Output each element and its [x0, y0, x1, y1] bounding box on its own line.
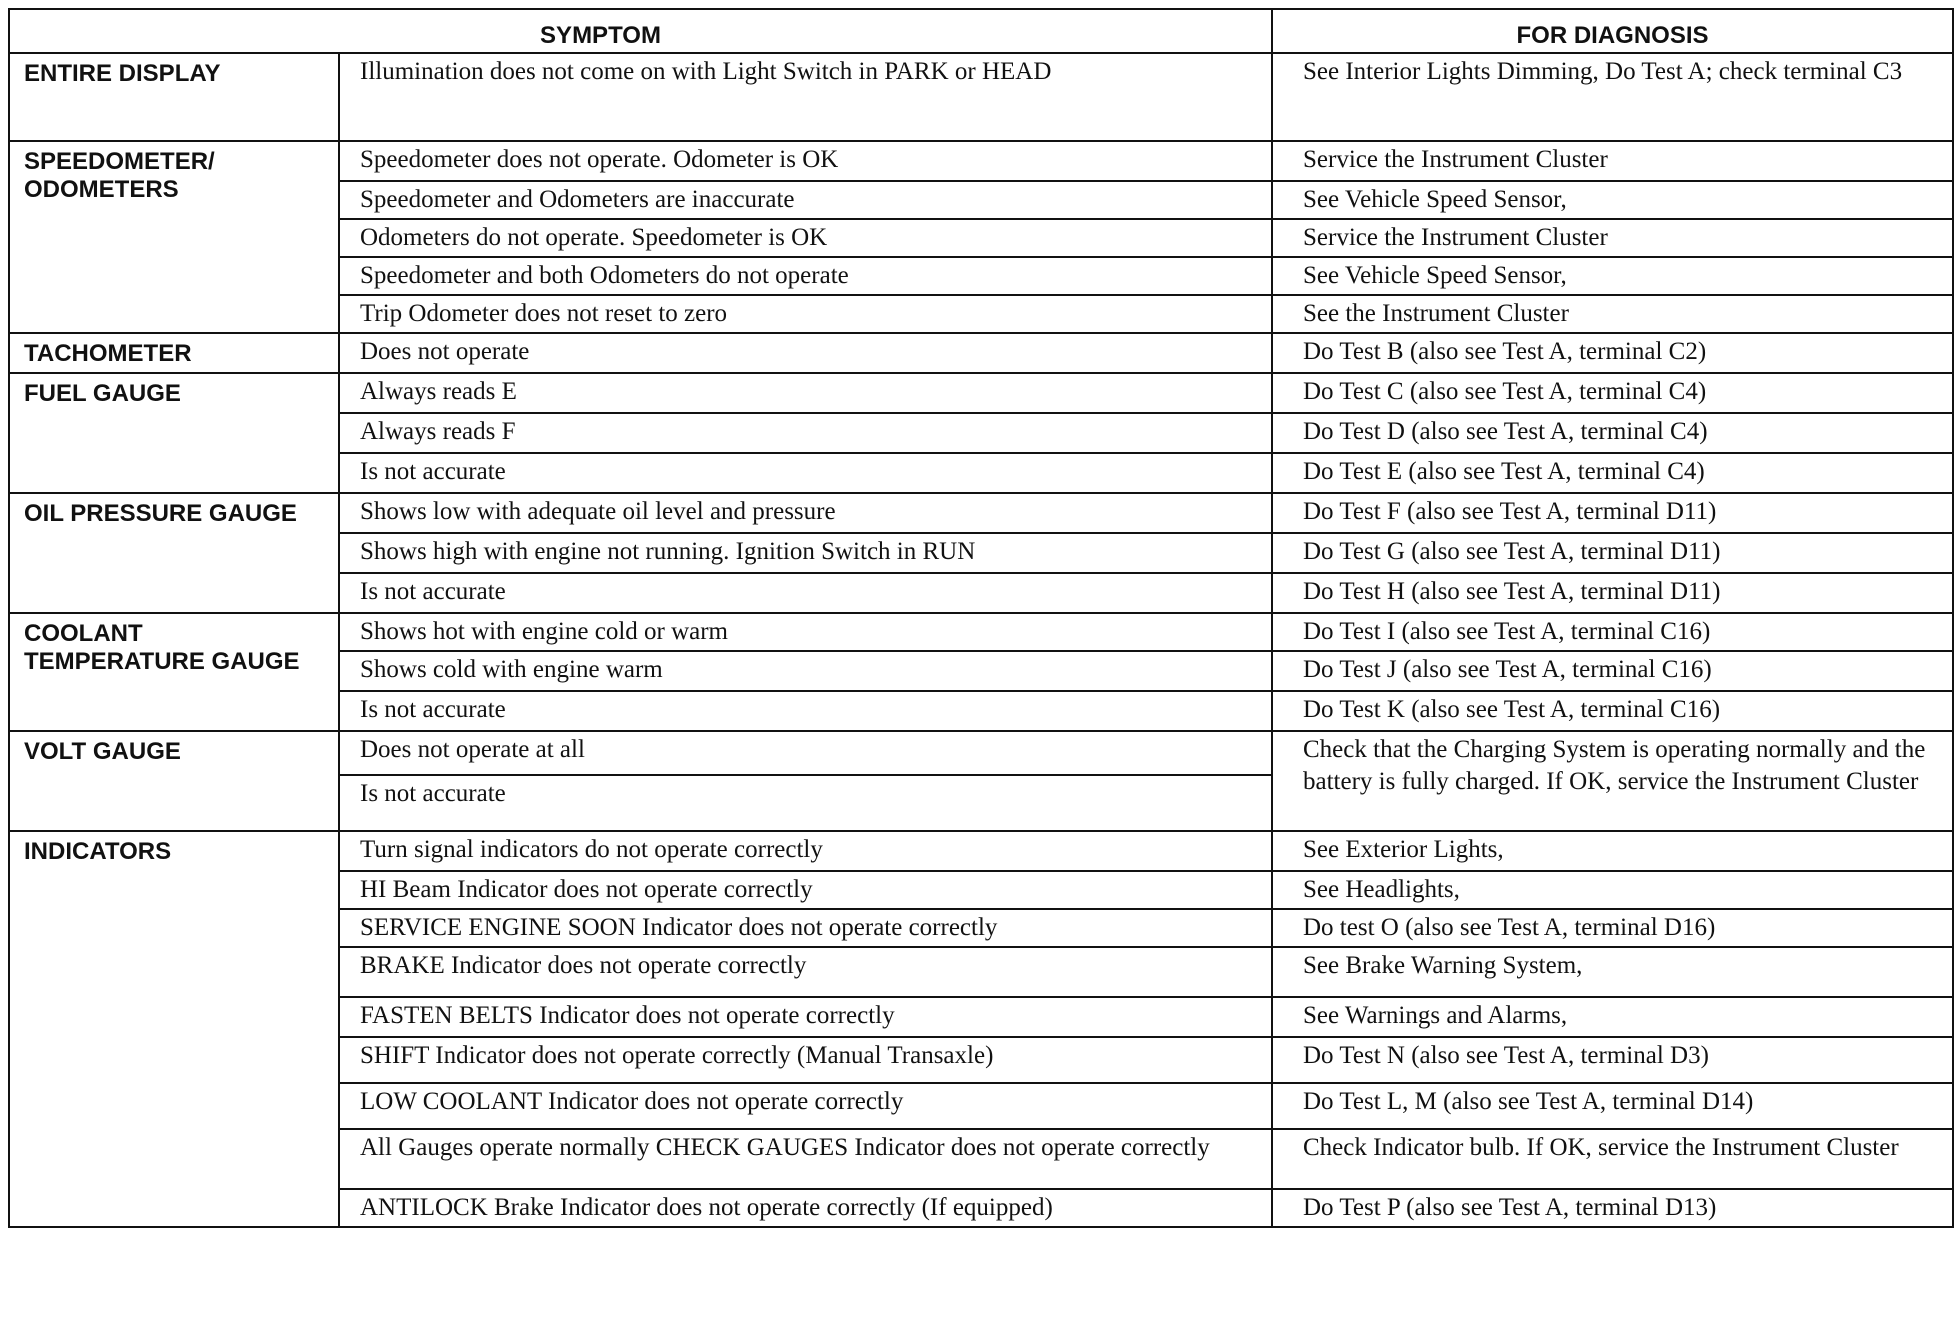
- table-row: [9, 613, 1953, 651]
- category-cell: ENTIRE DISPLAY: [9, 53, 339, 141]
- table-row: [9, 373, 1953, 413]
- symptom-cell: Odometers do not operate. Speedometer is OK: [339, 219, 1272, 257]
- diagnosis-cell: See Exterior Lights,: [1272, 831, 1953, 871]
- category-cell: TACHOMETER: [9, 333, 339, 373]
- table-row: [9, 493, 1953, 533]
- diagnosis-cell: Service the Instrument Cluster: [1272, 141, 1953, 181]
- diagnosis-cell: Do Test N (also see Test A, terminal D3): [1272, 1037, 1953, 1083]
- diagnosis-cell: Do Test C (also see Test A, terminal C4): [1272, 373, 1953, 413]
- symptom-cell: Does not operate at all: [339, 731, 1272, 775]
- diagnosis-cell: Do Test P (also see Test A, terminal D13): [1272, 1189, 1953, 1227]
- diagnosis-cell: Check that the Charging System is operating normally and the battery is fully charged. If OK, service the Instrument Cluster: [1272, 731, 1953, 831]
- symptom-cell: SHIFT Indicator does not operate correctly (Manual Transaxle): [339, 1037, 1272, 1083]
- category-cell: OIL PRESSURE GAUGE: [9, 493, 339, 613]
- diagnosis-cell: Do Test F (also see Test A, terminal D11): [1272, 493, 1953, 533]
- diagnosis-cell: See Vehicle Speed Sensor,: [1272, 257, 1953, 295]
- symptom-diagnosis-table: [8, 8, 1954, 1228]
- symptom-cell: Always reads E: [339, 373, 1272, 413]
- diagnosis-cell: Do Test G (also see Test A, terminal D11): [1272, 533, 1953, 573]
- symptom-cell: Shows high with engine not running. Ignition Switch in RUN: [339, 533, 1272, 573]
- table-row: [9, 831, 1953, 871]
- symptom-cell: Speedometer does not operate. Odometer is OK: [339, 141, 1272, 181]
- symptom-cell: Illumination does not come on with Light Switch in PARK or HEAD: [339, 53, 1272, 141]
- diagnosis-cell: Check Indicator bulb. If OK, service the Instrument Cluster: [1272, 1129, 1953, 1189]
- symptom-cell: Speedometer and Odometers are inaccurate: [339, 181, 1272, 219]
- category-cell: COOLANT TEMPERATURE GAUGE: [9, 613, 339, 731]
- symptom-cell: Is not accurate: [339, 453, 1272, 493]
- symptom-cell: Trip Odometer does not reset to zero: [339, 295, 1272, 333]
- diagnosis-cell: See Interior Lights Dimming, Do Test A; check terminal C3: [1272, 53, 1953, 141]
- diagnosis-cell: Service the Instrument Cluster: [1272, 219, 1953, 257]
- table-row: [9, 333, 1953, 373]
- symptom-cell: HI Beam Indicator does not operate correctly: [339, 871, 1272, 909]
- header-row: [9, 9, 1953, 53]
- symptom-cell: Always reads F: [339, 413, 1272, 453]
- diagnosis-header: FOR DIAGNOSIS: [1272, 9, 1953, 53]
- diagnosis-cell: Do Test D (also see Test A, terminal C4): [1272, 413, 1953, 453]
- diagnosis-cell: Do test O (also see Test A, terminal D16): [1272, 909, 1953, 947]
- diagnosis-cell: Do Test K (also see Test A, terminal C16): [1272, 691, 1953, 731]
- symptom-cell: Is not accurate: [339, 691, 1272, 731]
- table-row: [9, 731, 1953, 775]
- symptom-cell: ANTILOCK Brake Indicator does not operate correctly (If equipped): [339, 1189, 1272, 1227]
- table-body: [9, 53, 1953, 1227]
- diagnosis-cell: Do Test I (also see Test A, terminal C16): [1272, 613, 1953, 651]
- symptom-cell: Shows low with adequate oil level and pressure: [339, 493, 1272, 533]
- symptom-cell: Turn signal indicators do not operate correctly: [339, 831, 1272, 871]
- symptom-cell: All Gauges operate normally CHECK GAUGES Indicator does not operate correctly: [339, 1129, 1272, 1189]
- diagnosis-cell: See the Instrument Cluster: [1272, 295, 1953, 333]
- symptom-cell: Shows hot with engine cold or warm: [339, 613, 1272, 651]
- diagnosis-cell: See Headlights,: [1272, 871, 1953, 909]
- diagnosis-cell: Do Test B (also see Test A, terminal C2): [1272, 333, 1953, 373]
- symptom-cell: Is not accurate: [339, 775, 1272, 831]
- table-row: [9, 141, 1953, 181]
- symptom-cell: Shows cold with engine warm: [339, 651, 1272, 691]
- category-cell: VOLT GAUGE: [9, 731, 339, 831]
- symptom-cell: BRAKE Indicator does not operate correctly: [339, 947, 1272, 997]
- diagnosis-cell: Do Test J (also see Test A, terminal C16): [1272, 651, 1953, 691]
- diagnosis-cell: See Vehicle Speed Sensor,: [1272, 181, 1953, 219]
- diagnosis-cell: Do Test L, M (also see Test A, terminal D14): [1272, 1083, 1953, 1129]
- category-cell: SPEEDOMETER/ ODOMETERS: [9, 141, 339, 333]
- symptom-cell: Is not accurate: [339, 573, 1272, 613]
- symptom-cell: FASTEN BELTS Indicator does not operate correctly: [339, 997, 1272, 1037]
- category-cell: FUEL GAUGE: [9, 373, 339, 493]
- table-row: [9, 53, 1953, 141]
- symptom-cell: Speedometer and both Odometers do not operate: [339, 257, 1272, 295]
- diagnosis-cell: See Warnings and Alarms,: [1272, 997, 1953, 1037]
- diagnosis-cell: Do Test H (also see Test A, terminal D11): [1272, 573, 1953, 613]
- symptom-cell: LOW COOLANT Indicator does not operate correctly: [339, 1083, 1272, 1129]
- diagnosis-cell: Do Test E (also see Test A, terminal C4): [1272, 453, 1953, 493]
- symptom-cell: Does not operate: [339, 333, 1272, 373]
- symptom-cell: SERVICE ENGINE SOON Indicator does not operate correctly: [339, 909, 1272, 947]
- category-cell: INDICATORS: [9, 831, 339, 1227]
- symptom-header: SYMPTOM: [9, 9, 1272, 53]
- diagnosis-chart: [8, 8, 1952, 1326]
- diagnosis-cell: See Brake Warning System,: [1272, 947, 1953, 997]
